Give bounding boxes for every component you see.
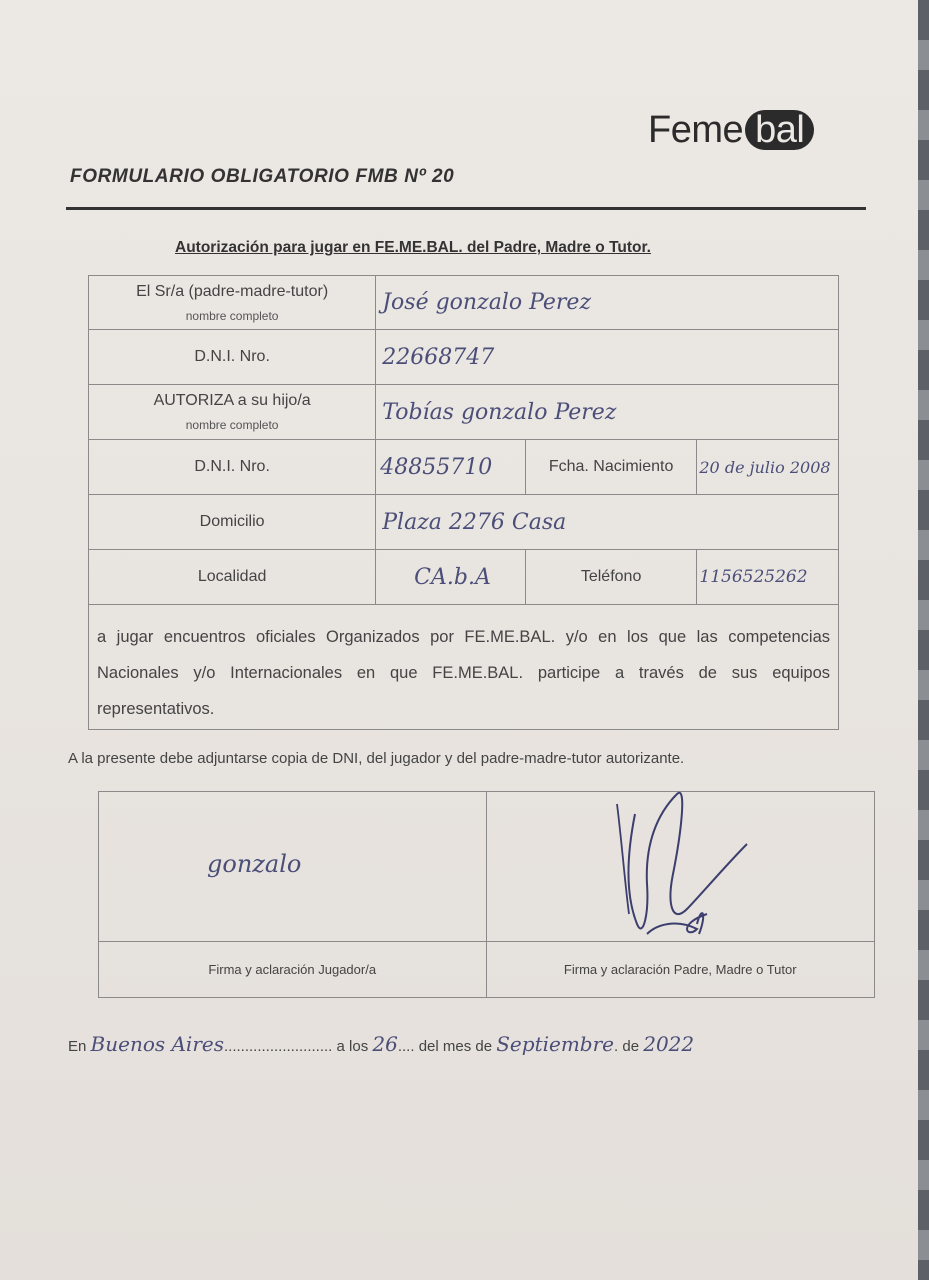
tutor-dni-label: D.N.I. Nro. [89,330,376,384]
tutor-signature-scribble [577,774,777,964]
footer-year[interactable]: 2022 [643,1032,695,1056]
child-label: AUTORIZA a su hijo/a [153,392,311,409]
birth-date-value: 20 de julio 2008 [699,457,831,477]
footer-en: En [68,1038,87,1055]
phone-cell[interactable] [697,550,838,604]
background-edge [918,0,929,1280]
tutor-sub-label: nombre completo [185,308,279,323]
authorization-table [88,275,839,730]
signature-area-row [99,792,874,942]
player-signature-area[interactable] [99,792,487,941]
city-cell[interactable] [376,550,526,604]
address-cell[interactable] [376,495,838,549]
date-place-line [68,1032,694,1056]
tutor-signature-label: Firma y aclaración Padre, Madre o Tutor [563,962,797,977]
footer-day[interactable]: 26 [372,1032,398,1056]
city-row [88,550,839,605]
title-divider [66,207,866,210]
form-subtitle: Autorización para jugar en FE.ME.BAL. del Padre, Madre o Tutor. [175,239,651,256]
city-value: CA.b.A [414,564,491,590]
player-signature-label: Firma y aclaración Jugador/a [208,962,377,977]
player-signature-label-cell [99,942,487,997]
birth-date-cell[interactable] [697,440,838,494]
attachment-note: A la presente debe adjuntarse copia de DNI, del jugador y del padre-madre-tutor autorizante. [68,750,685,767]
form-title: FORMULARIO OBLIGATORIO FMB Nº 20 [70,166,455,187]
tutor-name-row [88,275,839,330]
tutor-label: El Sr/a (padre-madre-tutor) [136,282,329,300]
address-label: Domicilio [89,495,376,549]
signature-label-row [99,942,874,997]
address-row [88,495,839,550]
child-dni-row [88,440,839,495]
femebal-logo [648,104,814,156]
tutor-label-cell [89,276,376,329]
tutor-name-value: José gonzalo Perez [382,290,592,315]
footer-dots-2: .... [397,1038,415,1055]
footer-place[interactable]: Buenos Aires [90,1032,224,1056]
child-name-value: Tobías gonzalo Perez [382,399,617,425]
footer-de: de [622,1038,640,1055]
tutor-dni-cell[interactable] [376,330,838,384]
footer-month[interactable]: Septiembre [496,1032,615,1056]
tutor-signature-area[interactable] [487,792,875,941]
tutor-dni-value: 22668747 [382,344,495,370]
tutor-dni-row [88,330,839,385]
birth-date-label: Fcha. Nacimiento [526,440,698,494]
tutor-signature-label-cell [487,942,875,997]
phone-value: 1156525262 [699,567,808,587]
child-label-cell [89,385,376,439]
footer-del-mes: del mes de [418,1038,493,1055]
footer-dots-3: . [614,1038,619,1055]
child-name-row [88,385,839,440]
player-signature: gonzalo [207,850,302,878]
city-label: Localidad [89,550,376,604]
child-name-cell[interactable] [376,385,838,439]
logo-text: Feme [648,108,744,151]
footer-dots-1: .......................... [224,1038,333,1055]
child-sub-label: nombre completo [185,418,279,432]
footer-a-los: a los [336,1038,369,1055]
child-dni-value: 48855710 [380,454,493,480]
phone-label: Teléfono [526,550,698,604]
child-dni-cell[interactable] [376,440,526,494]
tutor-name-cell[interactable] [376,276,838,329]
signature-box [98,791,875,998]
authorization-paragraph: a jugar encuentros oficiales Organizados por FE.ME.BAL. y/o en los que las competencias Nacionales y/o Internacionales en que FE.ME.BAL. participe a través de sus equipos representativos. [88,605,839,730]
logo-pill: bal [745,110,814,150]
child-dni-label: D.N.I. Nro. [89,440,376,494]
address-value: Plaza 2276 Casa [382,509,567,535]
